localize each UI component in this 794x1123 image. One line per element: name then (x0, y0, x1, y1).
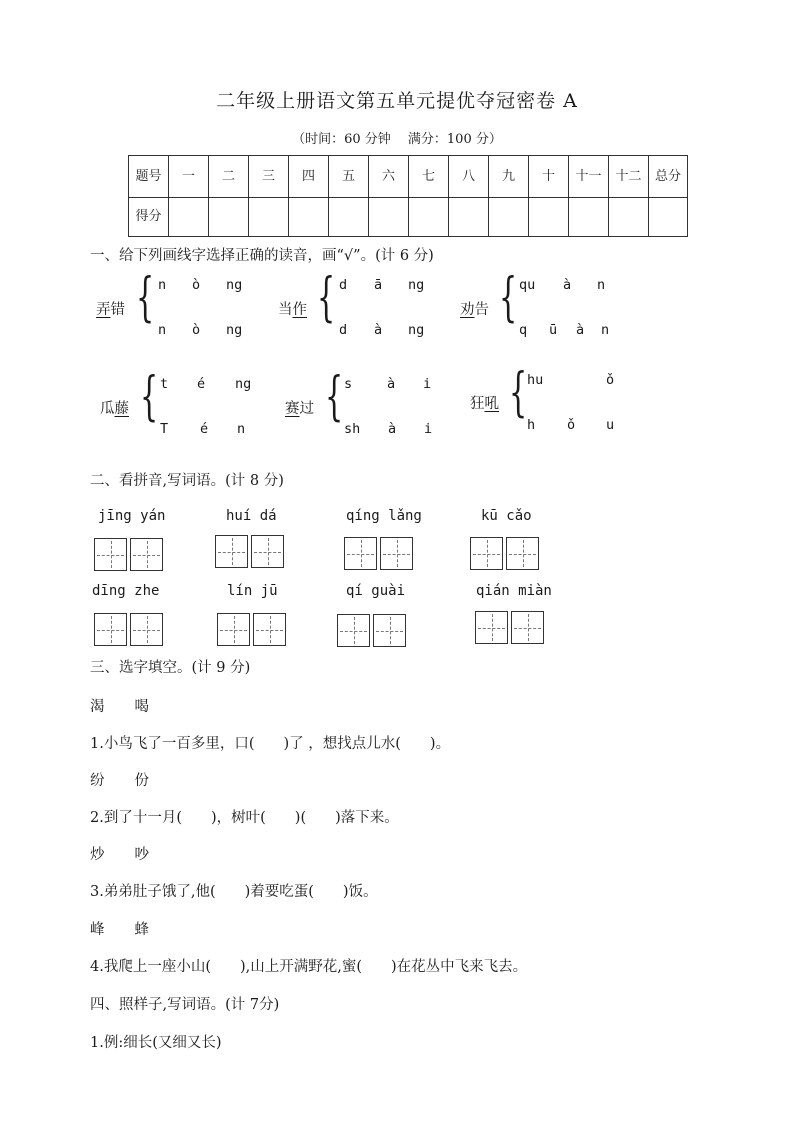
char-box[interactable] (217, 613, 250, 646)
score-cell[interactable] (409, 198, 449, 237)
char-grid[interactable] (337, 614, 406, 647)
underlined-char: 弄 (96, 302, 111, 318)
pinyin-option-bottom[interactable]: sh (344, 421, 361, 437)
char-grid[interactable] (94, 613, 163, 646)
target-word (460, 298, 489, 319)
score-header-cell: 七 (409, 156, 449, 198)
char-box[interactable] (130, 613, 163, 646)
pinyin-option-bottom[interactable]: u (606, 417, 615, 433)
char-pair (90, 918, 149, 939)
char-grid[interactable] (94, 538, 163, 571)
score-cell[interactable] (489, 198, 529, 237)
pinyin-option-top[interactable]: i (423, 376, 432, 392)
score-cell[interactable] (289, 198, 329, 237)
char-box[interactable] (470, 537, 503, 570)
section4-heading: 四、照样子,写词语。(计 7分) (90, 997, 280, 1013)
char-box[interactable] (337, 614, 370, 647)
page-title: 二年级上册语文第五单元提优夺冠密卷 A (216, 90, 578, 112)
pinyin-option-bottom[interactable]: à (388, 421, 397, 437)
target-word (96, 298, 125, 319)
score-header-cell: 十二 (609, 156, 649, 198)
char-box[interactable] (511, 611, 544, 644)
pinyin-option-top[interactable]: ò (192, 277, 201, 293)
pinyin-option-top[interactable]: ǒ (606, 372, 615, 388)
char-box[interactable] (130, 538, 163, 571)
word-char: 瓜 (100, 401, 115, 417)
char-box[interactable] (373, 614, 406, 647)
section3-heading: 三、选字填空。(计 9 分) (90, 660, 251, 676)
pinyin-option-top[interactable]: à (387, 376, 396, 392)
pinyin-option-bottom[interactable]: é (200, 421, 209, 437)
score-cell[interactable] (169, 198, 209, 237)
char-option: 渴 (90, 699, 105, 715)
word-char: 错 (110, 302, 125, 318)
fill-sentence: 3.弟弟肚子饿了,他( )着要吃蛋( )饭。 (90, 884, 378, 900)
pinyin-option-bottom[interactable]: à (576, 322, 585, 338)
brace: { (509, 363, 528, 423)
char-grid[interactable] (470, 537, 539, 570)
brace: { (325, 367, 344, 427)
score-header-cell: 题号 (129, 156, 169, 198)
pinyin-label: lín jū (227, 583, 278, 599)
char-box[interactable] (475, 611, 508, 644)
pinyin-option-bottom[interactable]: ǒ (567, 417, 576, 433)
char-option: 炒 (90, 847, 105, 863)
char-option: 纷 (90, 773, 105, 789)
score-cell[interactable] (569, 198, 609, 237)
pinyin-option-top[interactable]: d (339, 277, 348, 293)
score-header-cell: 四 (289, 156, 329, 198)
word-char: 告 (474, 302, 489, 318)
pinyin-option-top[interactable]: s (344, 376, 353, 392)
brace: { (140, 367, 159, 427)
score-cell[interactable] (449, 198, 489, 237)
pinyin-option-top[interactable]: ng (226, 277, 243, 293)
target-word (278, 298, 307, 319)
pinyin-option-bottom[interactable]: d (339, 322, 348, 338)
score-header-cell: 十 (529, 156, 569, 198)
char-box[interactable] (506, 537, 539, 570)
pinyin-option-top[interactable]: ng (408, 277, 425, 293)
char-box[interactable] (94, 538, 127, 571)
pinyin-option-bottom[interactable]: ò (192, 322, 201, 338)
pinyin-label: qíng lǎng (346, 508, 422, 524)
pinyin-option-top[interactable]: t (160, 376, 169, 392)
char-option: 峰 (90, 922, 105, 938)
score-header-cell: 十一 (569, 156, 609, 198)
char-grid[interactable] (215, 535, 284, 568)
char-grid[interactable] (475, 611, 544, 644)
brace: { (136, 268, 155, 328)
fill-sentence: 1.小鸟飞了一百多里，口( )了 ，想找点儿水( )。 (90, 736, 451, 752)
pinyin-option-top[interactable]: n (597, 277, 606, 293)
score-row-label: 得分 (129, 198, 169, 237)
pinyin-option-top[interactable]: hu (527, 372, 544, 388)
underlined-char: 藤 (114, 401, 129, 417)
underlined-char: 赛 (285, 401, 300, 417)
char-box[interactable] (380, 537, 413, 570)
score-header-cell: 总分 (649, 156, 688, 198)
target-word (285, 397, 314, 418)
pinyin-option-bottom[interactable]: ū (549, 322, 558, 338)
exam-info: （时间：60 分钟 满分：100 分） (292, 132, 502, 147)
pinyin-option-bottom[interactable]: n (237, 421, 246, 437)
underlined-char: 作 (292, 302, 307, 318)
score-cell[interactable] (329, 198, 369, 237)
brace: { (317, 268, 336, 328)
char-box[interactable] (94, 613, 127, 646)
score-header-cell: 九 (489, 156, 529, 198)
pinyin-option-top[interactable]: qu (519, 277, 536, 293)
score-header-cell: 三 (249, 156, 289, 198)
score-value-row (129, 198, 688, 237)
word-char: 过 (299, 401, 314, 417)
pinyin-option-top[interactable]: é (197, 376, 206, 392)
char-option: 吵 (134, 847, 149, 863)
score-cell[interactable] (649, 198, 688, 237)
score-cell[interactable] (609, 198, 649, 237)
score-header-cell: 一 (169, 156, 209, 198)
score-header-cell: 五 (329, 156, 369, 198)
char-grid[interactable] (344, 537, 413, 570)
pinyin-label: dīng zhe (92, 583, 160, 599)
fill-sentence: 2.到了十一月( )，树叶( )( )落下来。 (90, 810, 399, 826)
char-pair (90, 843, 149, 864)
section2-heading: 二、看拼音,写词语。(计 8 分) (90, 473, 284, 489)
pinyin-label: kū cǎo (481, 508, 532, 524)
char-option: 蜂 (134, 922, 149, 938)
score-header-cell: 六 (369, 156, 409, 198)
pinyin-label: qián miàn (476, 583, 552, 599)
pinyin-option-bottom[interactable]: i (424, 421, 433, 437)
target-word (100, 397, 129, 418)
pinyin-option-top[interactable]: ā (374, 277, 383, 293)
char-grid[interactable] (217, 613, 286, 646)
word-char: 狂 (470, 396, 485, 412)
pinyin-option-bottom[interactable]: n (601, 322, 610, 338)
pinyin-label: jīng yán (98, 508, 166, 524)
pinyin-option-bottom[interactable]: ng (408, 322, 425, 338)
pinyin-option-top[interactable]: à (563, 277, 572, 293)
char-option: 份 (134, 773, 149, 789)
pinyin-option-bottom[interactable]: n (158, 322, 167, 338)
score-cell[interactable] (369, 198, 409, 237)
example-line: 1.例:细长(又细又长) (90, 1035, 222, 1051)
fill-sentence: 4.我爬上一座小山( ),山上开满野花,蜜( )在花丛中飞来飞去。 (90, 959, 528, 975)
char-box[interactable] (253, 613, 286, 646)
pinyin-label: qí guài (346, 583, 406, 599)
underlined-char: 吼 (484, 396, 499, 412)
pinyin-option-bottom[interactable]: T (160, 421, 169, 437)
score-cell[interactable] (529, 198, 569, 237)
char-pair (90, 695, 149, 716)
char-pair (90, 769, 149, 790)
pinyin-option-top[interactable]: ng (235, 376, 252, 392)
pinyin-option-bottom[interactable]: ng (226, 322, 243, 338)
char-box[interactable] (251, 535, 284, 568)
char-option: 喝 (134, 699, 149, 715)
pinyin-option-bottom[interactable]: h (527, 417, 536, 433)
pinyin-option-bottom[interactable]: q (519, 322, 528, 338)
section1-heading: 一、给下列画线字选择正确的读音，画“√”。(计 6 分) (90, 248, 434, 264)
target-word (470, 392, 499, 413)
word-char: 当 (278, 302, 293, 318)
brace: { (499, 268, 518, 328)
char-box[interactable] (215, 535, 248, 568)
score-cell[interactable] (209, 198, 249, 237)
pinyin-option-top[interactable]: n (158, 277, 167, 293)
score-cell[interactable] (249, 198, 289, 237)
char-box[interactable] (344, 537, 377, 570)
pinyin-label: huí dá (226, 508, 277, 524)
pinyin-option-bottom[interactable]: à (374, 322, 383, 338)
score-header-row (129, 156, 688, 198)
score-header-cell: 二 (209, 156, 249, 198)
score-header-cell: 八 (449, 156, 489, 198)
score-table (128, 155, 688, 237)
underlined-char: 劝 (460, 302, 475, 318)
